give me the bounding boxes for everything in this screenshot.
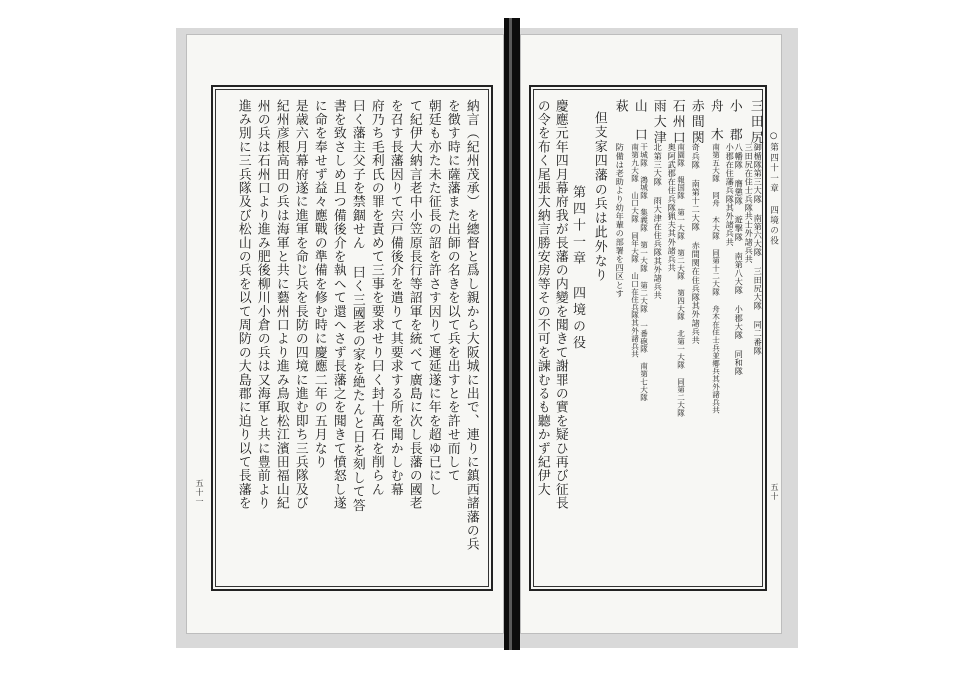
branch-domains-note: 但支家四藩の兵は此外なり (591, 111, 607, 283)
domain-name-sekishuguchi: 石州口 (669, 99, 685, 147)
domain-name-yamaguchi: 山口 (631, 99, 647, 157)
unit-line-mitajiri-1: 御楯隊第三大隊 南第六大隊 三田尻大隊 同二番隊 (753, 143, 764, 355)
unit-line-funaki-1: 南第五大隊 同舟 木大隊 同第十二大隊 舟木在住士兵並郷兵其外諸兵共 (711, 143, 721, 414)
unit-line-mitajiri-2: 三田尻在住士兵隊共士外諸兵共 (744, 143, 755, 264)
left-body-line-4: て紀伊大納言老中小笠原長行等詔軍を統べて廣島に次し長藩の國老 (406, 99, 422, 510)
left-body-line-8: 書を致さしめ且つ備後介を執へて還へさず長藩之を聞きて憤怒し遂 (330, 99, 346, 510)
unit-line-hagi-1: 防備は老助より幼年輩の部署を四区とす (615, 143, 626, 298)
left-body-line-7: 曰く藩主父子を禁錮せん 曰く三國老の家を絶たんと日を刻して答 (349, 99, 365, 513)
unit-line-ogori-2: 小郡在住藩兵隊其外諸兵共 (725, 143, 736, 247)
left-body-line-2: を徴す時に薩藩また出師の名きを以て兵を出すとを許せ而して (444, 99, 460, 483)
unit-line-yamaguchi-1: 干城隊 鴻城隊 集義隊 第一大隊 第二大隊 一番砲隊 南第七大隊 (639, 143, 649, 401)
left-body-line-11: 紀州彦根高田の兵は海軍と共に藝州口より進み鳥取松江濱田福山紀 (273, 99, 289, 510)
right-body-line-1: 慶應元年四月幕府我が長藩の内變を聞きて謝罪の實を疑ひ再び征長 (552, 99, 568, 510)
unit-line-amaotsu-1: 北第三大隊 雨大津在住兵隊其外諸兵共 (653, 143, 664, 300)
left-body-line-9: に命を奉せず益々應戰の準備を修む時に慶應二年の五月なり (311, 99, 327, 469)
running-head: ○第四十一章 四境の役 (768, 131, 779, 246)
chapter-title: 第四十一章 四境の役 (570, 185, 585, 352)
left-body-line-5: を召す長藩因りて宍戸備後介を遣りて其要求する所を聞かしむ幕 (387, 99, 403, 497)
domain-name-akamagaseki: 赤間関 (688, 99, 704, 147)
domain-name-amaotsu: 雨大津 (650, 99, 666, 147)
domain-name-hagi: 萩 (612, 99, 628, 115)
left-page (186, 34, 504, 634)
unit-line-yamaguchi-2: 南第九大隊 山口大隊 同年大隊 山口在住兵隊其外諸兵共 (630, 143, 640, 358)
left-body-line-10: 是歳六月幕府遂に進軍を命じ兵を長防の四境に進む即ち三兵隊及び (292, 99, 308, 510)
unit-line-akamagaseki-1: 奇兵隊 南第十二大隊 赤間関在住兵隊其外諸兵共 (691, 143, 702, 345)
left-body-line-13: 進み別に三兵隊及び松山の兵を以て周防の大島郡に迫り以て長藩を (235, 99, 251, 510)
left-body-line-3: 朝廷も亦た未た征長の詔を許さす因りて遲延遂に年を超ゆ已にし (425, 99, 441, 497)
right-page-number: 五十 (770, 483, 779, 501)
domain-name-funaki: 舟木 (707, 99, 723, 157)
unit-line-ogori-1: 八幡隊 膺懲隊 遊撃隊 南第八大隊 小郡大隊 同和隊 (734, 143, 745, 376)
left-body-line-1: 納言（紀州茂承）を總督と爲し親から大阪城に出で、連りに鎮西諸藩の兵 (463, 99, 479, 552)
left-body-line-6: 府乃ち毛利氏の罪を責めて三事を要求せり曰く封十萬石を削らん (368, 99, 384, 497)
unit-line-sekishuguchi-1: 南園隊 報国隊 第一大隊 第二大隊 第四大隊 北第一大隊 同第二大隊 (676, 143, 686, 417)
book-gutter (504, 18, 520, 650)
right-page (520, 34, 782, 634)
domain-name-mitajiri: 三田尻 (747, 99, 763, 147)
unit-line-sekishuguchi-2: 奥阿武郡在住兵隊猟夫其外諸兵共 (667, 143, 678, 272)
left-page-number: 五十一 (195, 479, 204, 506)
left-body-line-12: 州の兵は石州口より進み肥後柳川小倉の兵は又海軍と共に豊前より (254, 99, 270, 510)
right-body-line-2: の令を布く尾張大納言勝安房等その不可を諫むるも聽かず紀伊大 (534, 99, 550, 497)
domain-name-ogori: 小郡 (726, 99, 742, 157)
